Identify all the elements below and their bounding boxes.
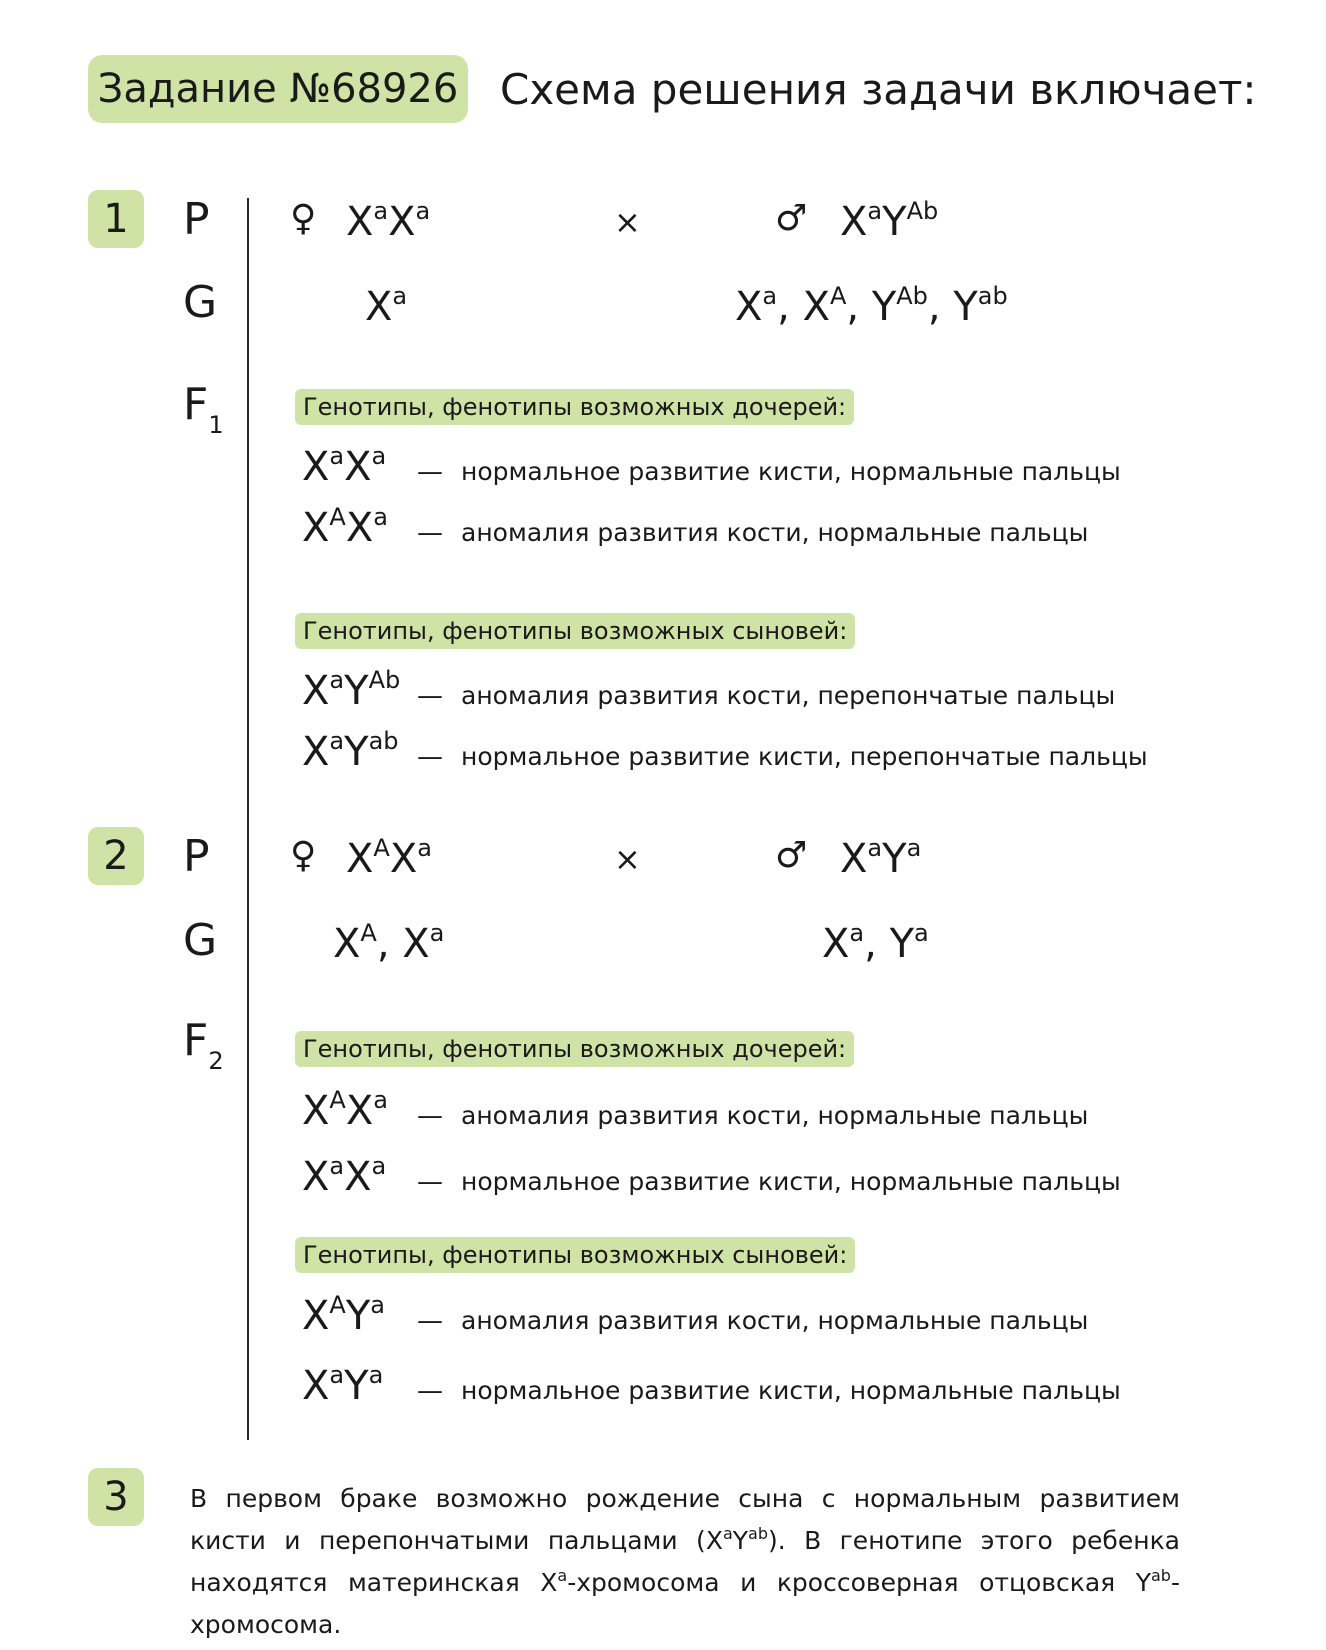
step-1-male-genotype: $X^aY^{Ab}$ (840, 197, 939, 245)
step-2-male-gametes: $X^a$, $Y^a$ (822, 919, 929, 967)
step-1-male-gametes: $X^a$, $X^A$, $Y^{Ab}$, $Y^{ab}$ (735, 282, 1008, 330)
female-symbol-icon: ♀ (290, 835, 317, 876)
male-symbol-icon: ♂ (775, 198, 808, 239)
list-item: $X^aX^a$ — нормальное развитие кисти, нормальные пальцы (302, 442, 1121, 490)
female-symbol-icon: ♀ (290, 198, 317, 239)
cross-symbol: × (614, 840, 641, 878)
step-2-female-genotype: $X^AX^a$ (346, 834, 432, 882)
task-number-badge: Задание №68926 (88, 55, 468, 123)
step-2-f-label: $F_2$ (183, 1015, 224, 1075)
step-2-g-label: G (183, 915, 218, 966)
list-item: $X^aY^{ab}$ — нормальное развитие кисти, перепончатые пальцы (302, 727, 1148, 775)
step-1-sons-heading: Генотипы, фенотипы возможных сыновей: (295, 613, 855, 649)
cross-symbol: × (614, 203, 641, 241)
step-1-p-label: P (183, 194, 210, 245)
step-2-female-gametes: $X^A$, $X^a$ (333, 919, 445, 967)
step-2-badge: 2 (88, 827, 144, 885)
list-item: $X^aY^{Ab}$ — аномалия развития кости, перепончатые пальцы (302, 666, 1116, 714)
step-3-badge: 3 (88, 1468, 144, 1526)
conclusion-text: В первом браке возможно рождение сына с нормальным развитием кисти и перепончатыми пальцами $(X^aY^{ab})$. В генотипе этого ребенка находятся материнская $X^a$-хромосома и кроссоверная отцовская $Y^{ab}$-хромосома. (190, 1484, 1180, 1639)
divider-line (247, 198, 249, 1440)
step-1-female-gametes: $X^a$ (365, 282, 408, 330)
list-item: $X^AY^a$ — аномалия развития кости, нормальные пальцы (302, 1291, 1089, 1339)
male-symbol-icon: ♂ (775, 835, 808, 876)
page-title: Схема решения задачи включает: (500, 65, 1257, 114)
step-1-g-label: G (183, 277, 218, 328)
step-1-f-label: $F_1$ (183, 379, 224, 439)
list-item: $X^aY^a$ — нормальное развитие кисти, нормальные пальцы (302, 1361, 1121, 1409)
step-2-male-genotype: $X^aY^a$ (840, 834, 922, 882)
step-1-female-genotype: $X^aX^a$ (346, 197, 431, 245)
step-2-p-label: P (183, 831, 210, 882)
step-2-sons-heading: Генотипы, фенотипы возможных сыновей: (295, 1237, 855, 1273)
list-item: $X^AX^a$ — аномалия развития кости, нормальные пальцы (302, 503, 1089, 551)
step-1-badge: 1 (88, 190, 144, 248)
list-item: $X^aX^a$ — нормальное развитие кисти, нормальные пальцы (302, 1152, 1121, 1200)
list-item: $X^AX^a$ — аномалия развития кости, нормальные пальцы (302, 1086, 1089, 1134)
step-1-daughters-heading: Генотипы, фенотипы возможных дочерей: (295, 389, 854, 425)
step-2-daughters-heading: Генотипы, фенотипы возможных дочерей: (295, 1031, 854, 1067)
